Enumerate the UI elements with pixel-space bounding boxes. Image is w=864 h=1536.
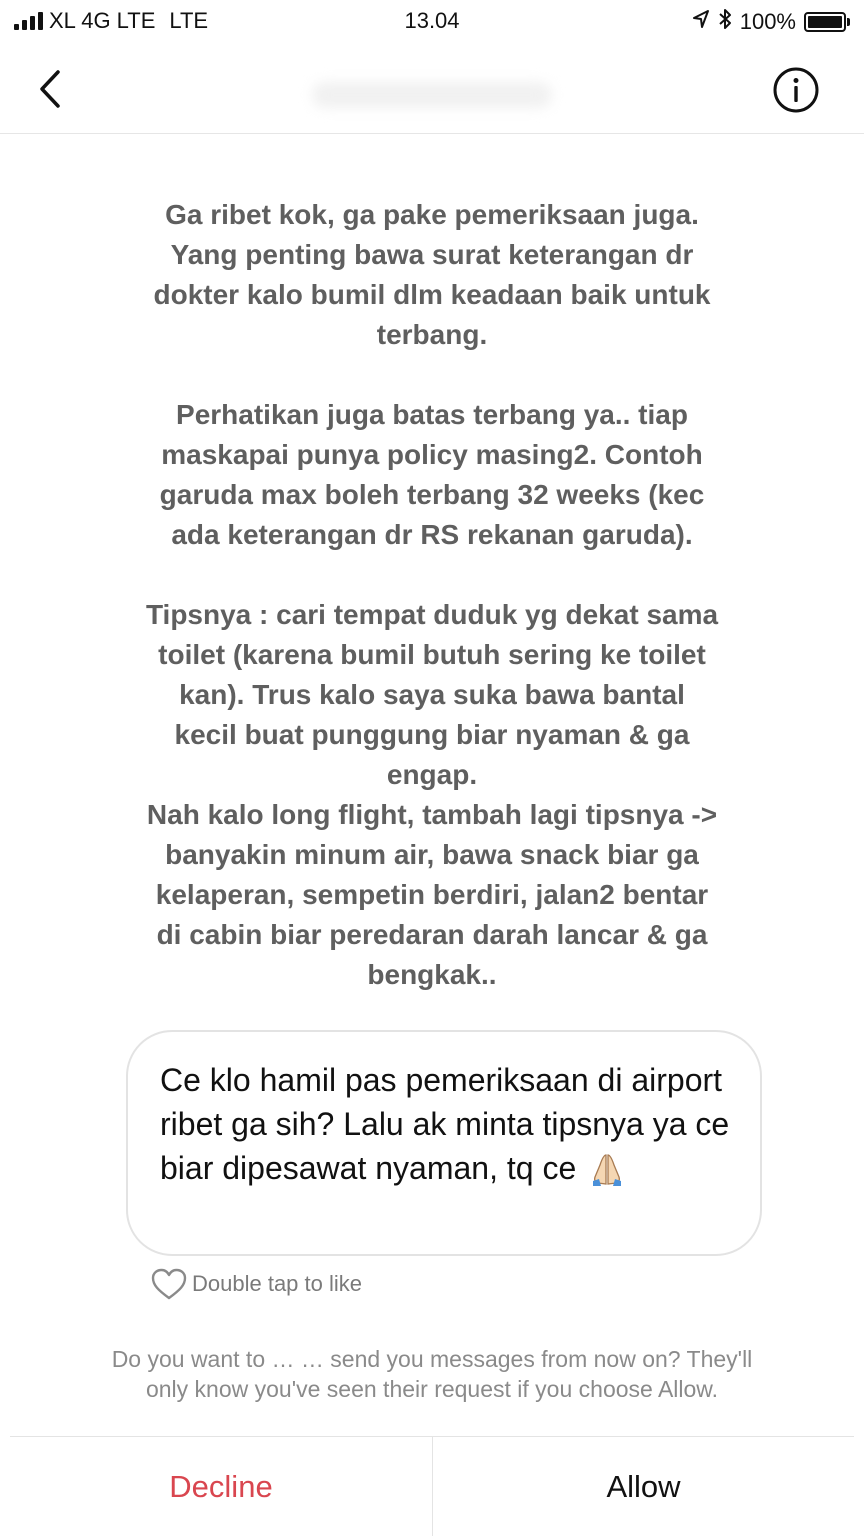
request-action-bar xyxy=(10,1436,854,1536)
message-request-prompt: Do you want to … … send you messages from now on? They'll only know you've seen their request if you choose Allow. xyxy=(111,1346,753,1402)
message-text: Ce klo hamil pas pemeriksaan di airport ribet ga sih? Lalu ak minta tipsnya ya ce biar dipesawat nyaman, tq ce xyxy=(160,1062,730,1186)
redacted-username xyxy=(312,82,552,108)
chevron-left-icon xyxy=(30,64,74,114)
location-arrow-icon xyxy=(692,9,710,35)
message-bubble[interactable] xyxy=(126,1030,762,1256)
bluetooth-icon xyxy=(718,8,732,36)
network-label: LTE xyxy=(169,8,209,33)
story-reply-text: Ga ribet kok, ga pake pemeriksaan juga. Yang penting bawa surat keterangan dr dokter kalo bumil dlm keadaan baik untuk terbang. Perhatikan juga batas terbang ya.. tiap maskapai punya policy masing2. Contoh garuda max boleh terbang 32 weeks (kec ada keterangan dr RS rekanan garuda). Tipsnya : cari tempat duduk yg dekat sama toilet (karena bumil butuh sering ke toilet kan). Trus kalo saya suka bawa bantal kecil buat punggung biar nyaman & ga engap. Nah kalo long flight, tambah lagi tipsnya -> banyakin minum air, bawa snack biar ga kelaperan, sempetin berdiri, jalan2 bentar di cabin biar peredaran darah lancar & ga bengkak.. xyxy=(145,199,719,990)
like-hint[interactable] xyxy=(150,1266,362,1302)
folded-hands-icon xyxy=(589,1151,625,1198)
info-icon xyxy=(772,66,820,114)
status-right xyxy=(692,8,850,36)
decline-button[interactable]: Decline xyxy=(169,1469,273,1504)
status-bar xyxy=(0,0,864,44)
heart-icon xyxy=(150,1267,188,1301)
battery-percent: 100% xyxy=(739,9,796,34)
carrier-label: XL 4G LTE xyxy=(49,8,156,33)
battery-icon xyxy=(804,12,850,32)
chat-header xyxy=(0,44,864,134)
info-button[interactable] xyxy=(772,66,820,114)
clock: 13.04 xyxy=(404,8,460,33)
allow-button[interactable]: Allow xyxy=(432,1437,854,1536)
like-hint-label: Double tap to like xyxy=(192,1271,362,1296)
back-button[interactable] xyxy=(30,64,74,114)
